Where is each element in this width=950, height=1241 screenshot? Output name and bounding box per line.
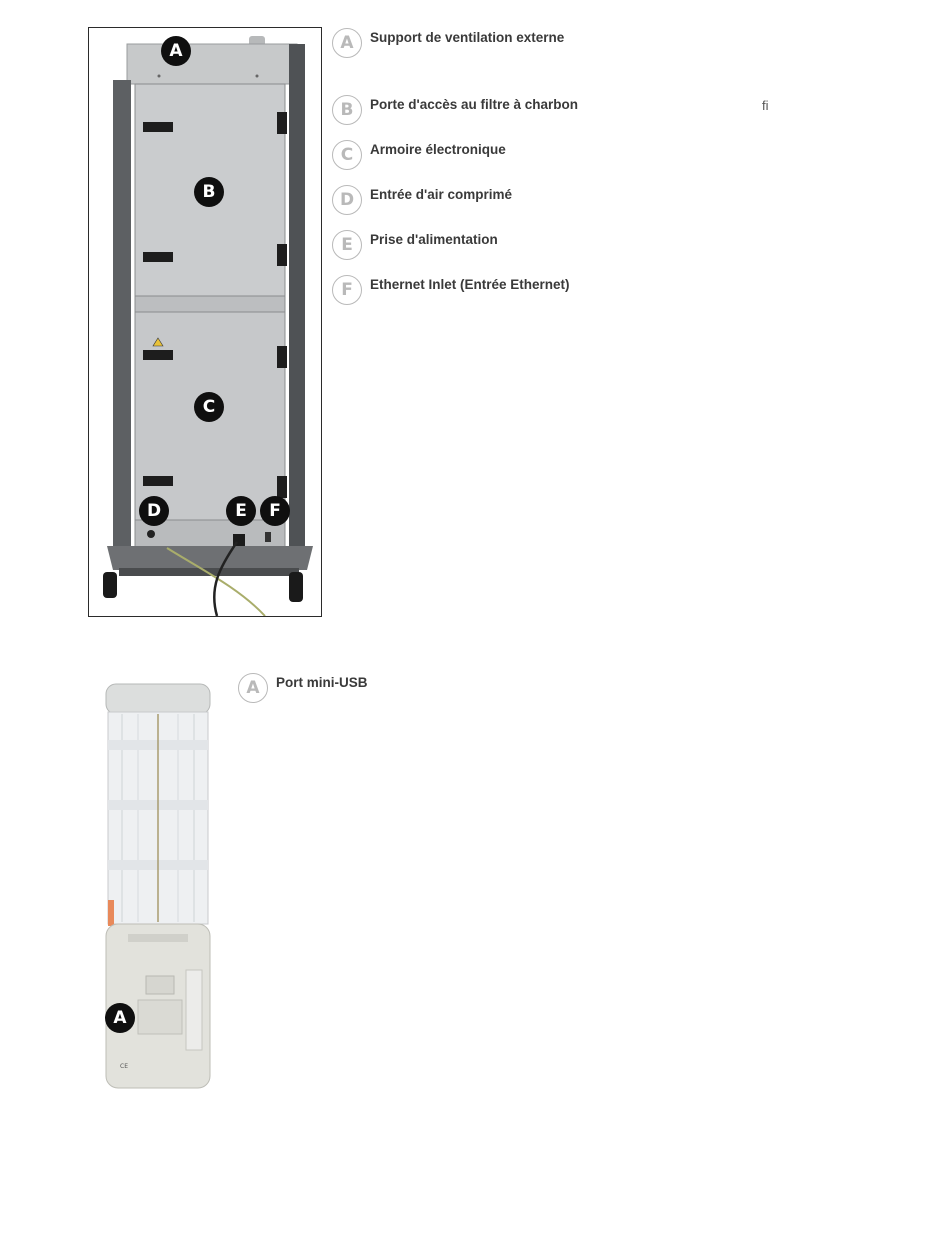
signal-tower-photo [88, 670, 228, 1100]
cabinet-rear-photo [88, 27, 322, 617]
marker-a: A [161, 36, 191, 66]
legend-letter: E [332, 230, 362, 260]
legend-letter: B [332, 95, 362, 125]
tower-marker-a: A [105, 1003, 135, 1033]
marker-d: D [139, 496, 169, 526]
legend-letter: C [332, 140, 362, 170]
legend-label: Entrée d'air comprimé [370, 187, 513, 202]
marker-f: F [260, 496, 290, 526]
legend-letter: D [332, 185, 362, 215]
stray-text: fi [762, 98, 769, 113]
marker-e: E [226, 496, 256, 526]
legend-letter: A [238, 673, 268, 703]
svg-text:CE: CE [120, 1063, 128, 1070]
legend-label: Support de ventilation externe [370, 30, 565, 45]
marker-c: C [194, 392, 224, 422]
legend-label: Port mini-USB [276, 675, 368, 690]
cabinet-illustration [89, 28, 321, 616]
legend-label: Ethernet Inlet (Entrée Ethernet) [370, 277, 570, 292]
legend-letter: F [332, 275, 362, 305]
legend-label: Porte d'accès au filtre à charbon [370, 97, 579, 112]
signal-tower-illustration [88, 670, 228, 1100]
marker-b: B [194, 177, 224, 207]
legend-letter: A [332, 28, 362, 58]
legend-label: Prise d'alimentation [370, 232, 498, 247]
legend-label: Armoire électronique [370, 142, 506, 157]
